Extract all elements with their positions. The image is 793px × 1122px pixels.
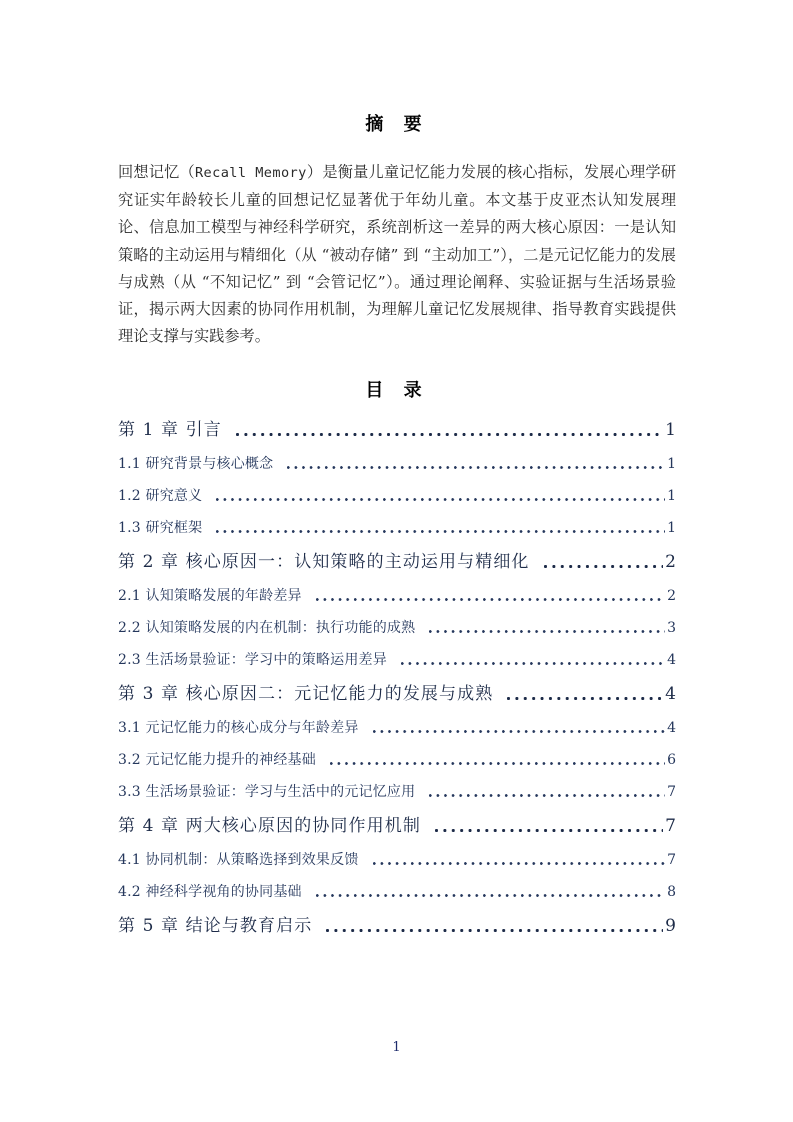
toc-dot-leader bbox=[429, 623, 665, 637]
toc-dot-leader bbox=[544, 556, 664, 573]
toc-entry[interactable] bbox=[118, 487, 676, 505]
toc-entry[interactable] bbox=[118, 816, 676, 837]
toc-entry-label: 1.1 研究背景与核心概念 bbox=[118, 456, 274, 473]
toc-heading: 目 录 bbox=[365, 380, 429, 402]
toc-entry[interactable] bbox=[118, 783, 676, 801]
toc-dot-leader bbox=[330, 755, 665, 769]
toc-entry-page-number: 7 bbox=[665, 816, 676, 837]
toc-dot-leader bbox=[326, 920, 663, 937]
abstract-heading: 摘 要 bbox=[365, 114, 429, 135]
toc-dot-leader bbox=[216, 523, 665, 537]
toc-entry-page-number: 2 bbox=[665, 552, 676, 573]
table-of-contents bbox=[118, 404, 676, 937]
toc-dot-leader bbox=[507, 688, 663, 705]
toc-dot-leader bbox=[287, 459, 665, 473]
toc-entry-label: 2.3 生活场景验证：学习中的策略运用差异 bbox=[118, 652, 387, 669]
toc-entry[interactable] bbox=[118, 916, 676, 937]
page-number: 1 bbox=[392, 1040, 401, 1055]
toc-dot-leader bbox=[401, 655, 665, 669]
abstract-body-term-recall-memory: Recall Memory bbox=[194, 165, 307, 181]
toc-entry-label: 2.1 认知策略发展的年龄差异 bbox=[118, 588, 302, 605]
toc-entry-page-number: 8 bbox=[667, 884, 676, 901]
toc-entry-page-number: 7 bbox=[667, 852, 676, 869]
toc-entry[interactable] bbox=[118, 684, 676, 705]
toc-entry-page-number: 6 bbox=[667, 752, 676, 769]
toc-entry[interactable] bbox=[118, 420, 676, 441]
page-content bbox=[118, 0, 676, 937]
toc-entry[interactable] bbox=[118, 651, 676, 669]
toc-entry-label: 第 2 章 核心原因一：认知策略的主动运用与精细化 bbox=[118, 552, 530, 573]
toc-dot-leader bbox=[373, 723, 666, 737]
toc-entry[interactable] bbox=[118, 751, 676, 769]
toc-dot-leader bbox=[429, 787, 665, 801]
toc-entry-label: 1.3 研究框架 bbox=[118, 520, 203, 537]
toc-entry[interactable] bbox=[118, 883, 676, 901]
toc-entry-label: 4.1 协同机制：从策略选择到效果反馈 bbox=[118, 852, 359, 869]
toc-entry-page-number: 3 bbox=[667, 620, 676, 637]
toc-entry-label: 2.2 认知策略发展的内在机制：执行功能的成熟 bbox=[118, 620, 416, 637]
toc-entry-label: 4.2 神经科学视角的协同基础 bbox=[118, 884, 302, 901]
toc-entry[interactable] bbox=[118, 455, 676, 473]
toc-entry-page-number: 1 bbox=[667, 488, 676, 505]
toc-entry[interactable] bbox=[118, 587, 676, 605]
toc-entry[interactable] bbox=[118, 851, 676, 869]
toc-entry[interactable] bbox=[118, 552, 676, 573]
toc-entry-page-number: 1 bbox=[665, 420, 676, 441]
toc-entry-page-number: 1 bbox=[667, 456, 676, 473]
toc-entry-label: 第 5 章 结论与教育启示 bbox=[118, 916, 313, 937]
toc-entry[interactable] bbox=[118, 619, 676, 637]
abstract-body-part-1: 回想记忆（ bbox=[118, 163, 195, 181]
toc-entry-label: 第 1 章 引言 bbox=[118, 420, 222, 441]
toc-dot-leader bbox=[236, 424, 663, 441]
toc-entry-label: 第 3 章 核心原因二：元记忆能力的发展与成熟 bbox=[118, 684, 494, 705]
toc-entry-page-number: 9 bbox=[665, 916, 676, 937]
toc-entry-label: 3.1 元记忆能力的核心成分与年龄差异 bbox=[118, 720, 359, 737]
toc-dot-leader bbox=[216, 491, 665, 505]
toc-entry-page-number: 2 bbox=[667, 588, 676, 605]
toc-entry-page-number: 7 bbox=[667, 784, 676, 801]
toc-entry-label: 1.2 研究意义 bbox=[118, 488, 203, 505]
toc-dot-leader bbox=[316, 591, 665, 605]
toc-entry-page-number: 1 bbox=[667, 520, 676, 537]
abstract-body-part-2: ）是衡量儿童记忆能力发展的核心指标，发展心理学研究证实年龄较长儿童的回想记忆显著优于年幼儿童。本文基于皮亚杰认知发展理论、信息加工模型与神经科学研究，系统剖析这一差异的两大核心原因：一是认知策略的主动运用与精细化（从 “被动存储” 到 “主动加工”），二是元记忆能力的发展与成熟（从 “不知记忆” 到 “会管记忆”）。通过理论阐释、实验证据与生活场景验证，揭示两大因素的协同作用机制，为理解儿童记忆发展规律、指导教育实践提供理论支撑与实践参考。 bbox=[118, 163, 677, 346]
toc-entry[interactable] bbox=[118, 719, 676, 737]
toc-dot-leader bbox=[373, 855, 666, 869]
toc-entry[interactable] bbox=[118, 519, 676, 537]
toc-entry-label: 第 4 章 两大核心原因的协同作用机制 bbox=[118, 816, 421, 837]
toc-entry-label: 3.3 生活场景验证：学习与生活中的元记忆应用 bbox=[118, 784, 416, 801]
toc-entry-page-number: 4 bbox=[665, 684, 676, 705]
toc-entry-page-number: 4 bbox=[667, 720, 676, 737]
toc-entry-page-number: 4 bbox=[667, 652, 676, 669]
toc-dot-leader bbox=[435, 820, 663, 837]
toc-entry-label: 3.2 元记忆能力提升的神经基础 bbox=[118, 752, 316, 769]
abstract-body bbox=[118, 138, 676, 350]
toc-dot-leader bbox=[316, 887, 665, 901]
